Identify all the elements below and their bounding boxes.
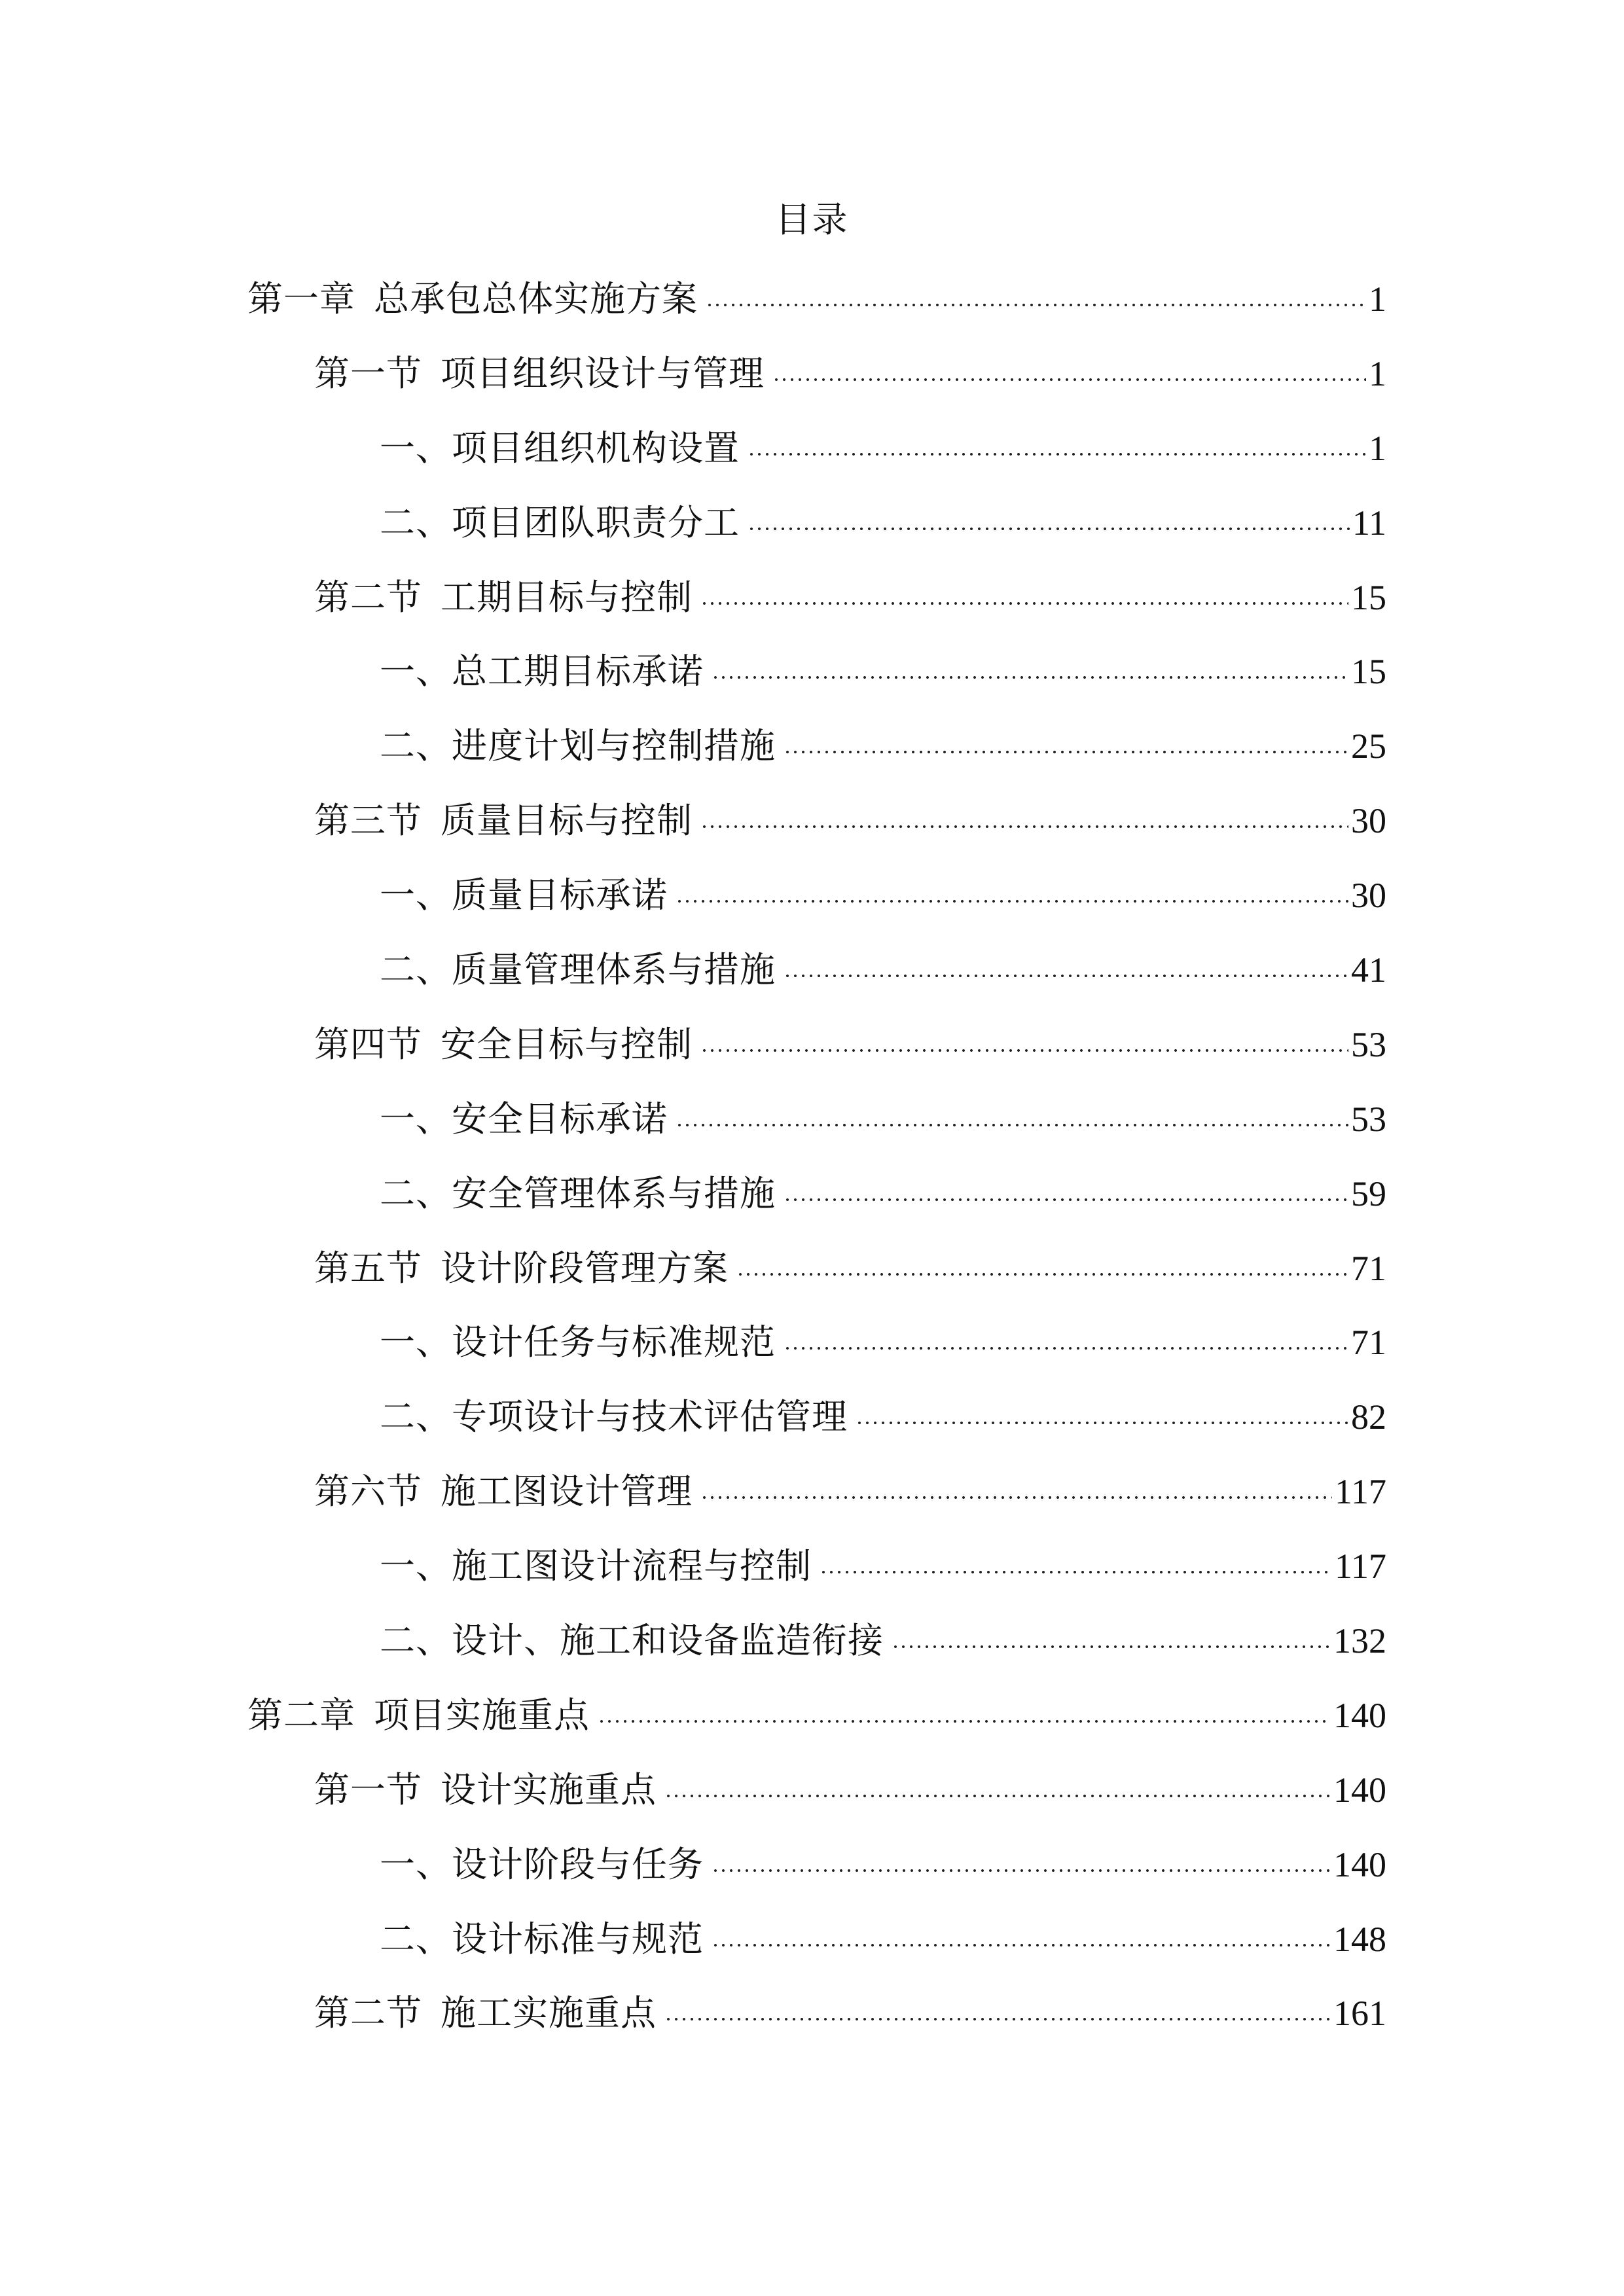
toc-entry-title: 施工图设计管理: [441, 1471, 693, 1513]
toc-entry-title: 一、设计任务与标准规范: [380, 1321, 776, 1363]
toc-entry-label: [380, 642, 704, 701]
toc-title: 目录: [775, 199, 849, 240]
toc-entry-label: [380, 1537, 812, 1596]
dot-leader: [784, 749, 1348, 755]
toc-entry-page-number: 132: [1333, 1621, 1386, 1661]
dot-leader: [772, 376, 1366, 383]
toc-entry-title: 一、设计阶段与任务: [380, 1843, 704, 1885]
dot-leader: [856, 1420, 1348, 1426]
toc-entry-page-number: 53: [1351, 1099, 1386, 1139]
toc-entry-page-number: 1: [1369, 353, 1386, 393]
toc-entry-label: [380, 1090, 668, 1149]
dot-leader: [712, 674, 1348, 681]
toc-entry-level-3[interactable]: [247, 1388, 1386, 1462]
toc-entry-label: [314, 1239, 729, 1298]
dot-leader: [892, 1643, 1331, 1650]
toc-entry-label: [380, 419, 740, 478]
toc-entry-page-number: 71: [1351, 1248, 1386, 1288]
toc-entry-label: [380, 1835, 704, 1894]
toc-entry-number: 第二章: [247, 1694, 355, 1736]
toc-entry-label: [314, 791, 693, 850]
toc-list: [247, 270, 1386, 2058]
toc-entry-page-number: 15: [1351, 577, 1386, 617]
toc-entry-title: 质量目标与控制: [441, 800, 693, 842]
dot-leader: [820, 1569, 1332, 1575]
toc-entry-title: 一、项目组织机构设置: [380, 427, 740, 469]
toc-entry-page-number: 161: [1333, 1994, 1386, 2034]
toc-entry-title: 二、设计、施工和设备监造衔接: [380, 1620, 884, 1662]
dot-leader: [748, 451, 1366, 457]
toc-entry-label: [314, 1761, 657, 1820]
toc-entry-title: 二、质量管理体系与措施: [380, 949, 776, 991]
dot-leader: [784, 1345, 1348, 1352]
toc-entry-level-3[interactable]: [247, 1910, 1386, 1984]
toc-entry-title: 一、总工期目标承诺: [380, 651, 704, 692]
toc-entry-number: 第二节: [314, 576, 422, 618]
toc-entry-page-number: 41: [1351, 950, 1386, 990]
toc-entry-level-3[interactable]: [247, 1611, 1386, 1686]
dot-leader: [784, 1196, 1348, 1203]
toc-entry-level-3[interactable]: [247, 1537, 1386, 1611]
toc-entry-title: 二、设计标准与规范: [380, 1918, 704, 1960]
toc-entry-level-1[interactable]: [247, 1686, 1386, 1761]
toc-entry-label: [380, 1388, 848, 1446]
toc-entry-page-number: 30: [1351, 801, 1386, 841]
toc-entry-level-3[interactable]: [247, 717, 1386, 791]
toc-entry-page-number: 117: [1335, 1547, 1386, 1587]
toc-entry-label: [247, 1686, 590, 1745]
toc-entry-level-3[interactable]: [247, 1313, 1386, 1388]
toc-entry-page-number: 140: [1333, 1844, 1386, 1884]
toc-entry-number: 第五节: [314, 1247, 422, 1289]
dot-leader: [664, 1793, 1331, 1799]
dot-leader: [706, 302, 1366, 308]
toc-entry-label: [314, 568, 693, 627]
toc-entry-level-3[interactable]: [247, 866, 1386, 941]
toc-entry-page-number: 59: [1351, 1174, 1386, 1213]
dot-leader: [598, 1718, 1331, 1725]
toc-entry-page-number: 1: [1369, 279, 1386, 319]
toc-entry-number: 第二节: [314, 1992, 422, 2034]
toc-entry-level-2[interactable]: [247, 1239, 1386, 1314]
toc-entry-level-3[interactable]: [247, 642, 1386, 717]
toc-entry-title: 总承包总体实施方案: [374, 278, 698, 319]
toc-entry-page-number: 71: [1351, 1323, 1386, 1363]
toc-entry-number: 第一章: [247, 278, 355, 319]
toc-entry-title: 二、进度计划与控制措施: [380, 725, 776, 767]
toc-entry-level-2[interactable]: [247, 1462, 1386, 1537]
toc-entry-number: 第一节: [314, 1768, 422, 1810]
dot-leader: [676, 1122, 1348, 1128]
toc-entry-title: 项目组织设计与管理: [441, 352, 765, 394]
toc-entry-number: 第四节: [314, 1023, 422, 1065]
toc-entry-label: [247, 270, 698, 329]
toc-entry-title: 工期目标与控制: [441, 576, 693, 618]
toc-entry-level-3[interactable]: [247, 419, 1386, 493]
dot-leader: [736, 1271, 1348, 1278]
toc-entry-label: [380, 1164, 776, 1223]
toc-entry-label: [380, 866, 668, 925]
toc-entry-page-number: 148: [1333, 1919, 1386, 1959]
toc-entry-level-3[interactable]: [247, 1164, 1386, 1239]
dot-leader: [748, 526, 1350, 532]
toc-entry-title: 施工实施重点: [441, 1992, 657, 2034]
toc-entry-number: 第一节: [314, 352, 422, 394]
toc-entry-level-2[interactable]: [247, 1015, 1386, 1090]
toc-entry-title: 项目实施重点: [374, 1694, 590, 1736]
toc-entry-page-number: 53: [1351, 1024, 1386, 1064]
toc-entry-label: [380, 717, 776, 776]
dot-leader: [700, 1494, 1332, 1501]
dot-leader: [676, 898, 1348, 905]
toc-entry-page-number: 30: [1351, 876, 1386, 916]
dot-leader: [700, 823, 1348, 830]
dot-leader: [784, 973, 1348, 979]
toc-entry-title: 二、项目团队职责分工: [380, 501, 740, 543]
toc-entry-label: [314, 344, 765, 403]
toc-entry-page-number: 140: [1333, 1695, 1386, 1735]
toc-entry-level-3[interactable]: [247, 1090, 1386, 1164]
toc-entry-title: 二、专项设计与技术评估管理: [380, 1396, 848, 1438]
toc-entry-level-1[interactable]: [247, 270, 1386, 344]
toc-entry-page-number: 1: [1369, 428, 1386, 468]
dot-leader: [712, 1867, 1331, 1874]
toc-entry-page-number: 15: [1351, 652, 1386, 692]
toc-entry-label: [380, 1313, 776, 1372]
toc-entry-label: [380, 493, 740, 552]
dot-leader: [712, 1942, 1331, 1948]
toc-entry-label: [380, 941, 776, 999]
dot-leader: [700, 600, 1348, 607]
toc-entry-level-2[interactable]: [247, 344, 1386, 419]
toc-entry-page-number: 117: [1335, 1472, 1386, 1512]
toc-entry-page-number: 11: [1352, 503, 1386, 543]
toc-entry-level-2[interactable]: [247, 1984, 1386, 2058]
dot-leader: [664, 2016, 1331, 2022]
toc-entry-title: 一、施工图设计流程与控制: [380, 1545, 812, 1587]
toc-entry-title: 一、质量目标承诺: [380, 874, 668, 916]
toc-entry-title: 设计实施重点: [441, 1768, 657, 1810]
toc-entry-title: 安全目标与控制: [441, 1023, 693, 1065]
toc-entry-label: [314, 1462, 693, 1521]
toc-entry-title: 二、安全管理体系与措施: [380, 1172, 776, 1214]
toc-entry-page-number: 25: [1351, 726, 1386, 766]
toc-entry-level-2[interactable]: [247, 568, 1386, 643]
toc-entry-label: [380, 1910, 704, 1969]
toc-entry-label: [380, 1611, 884, 1670]
toc-entry-number: 第六节: [314, 1471, 422, 1513]
toc-entry-label: [314, 1984, 657, 2043]
toc-entry-label: [314, 1015, 693, 1074]
dot-leader: [700, 1047, 1348, 1054]
toc-entry-page-number: 82: [1351, 1397, 1386, 1437]
toc-entry-level-2[interactable]: [247, 791, 1386, 866]
toc-entry-page-number: 140: [1333, 1770, 1386, 1810]
toc-entry-level-3[interactable]: [247, 1835, 1386, 1910]
toc-entry-title: 设计阶段管理方案: [441, 1247, 729, 1289]
toc-entry-level-3[interactable]: [247, 941, 1386, 1015]
toc-entry-level-3[interactable]: [247, 493, 1386, 568]
toc-entry-number: 第三节: [314, 800, 422, 842]
toc-entry-level-2[interactable]: [247, 1761, 1386, 1835]
toc-entry-title: 一、安全目标承诺: [380, 1098, 668, 1139]
